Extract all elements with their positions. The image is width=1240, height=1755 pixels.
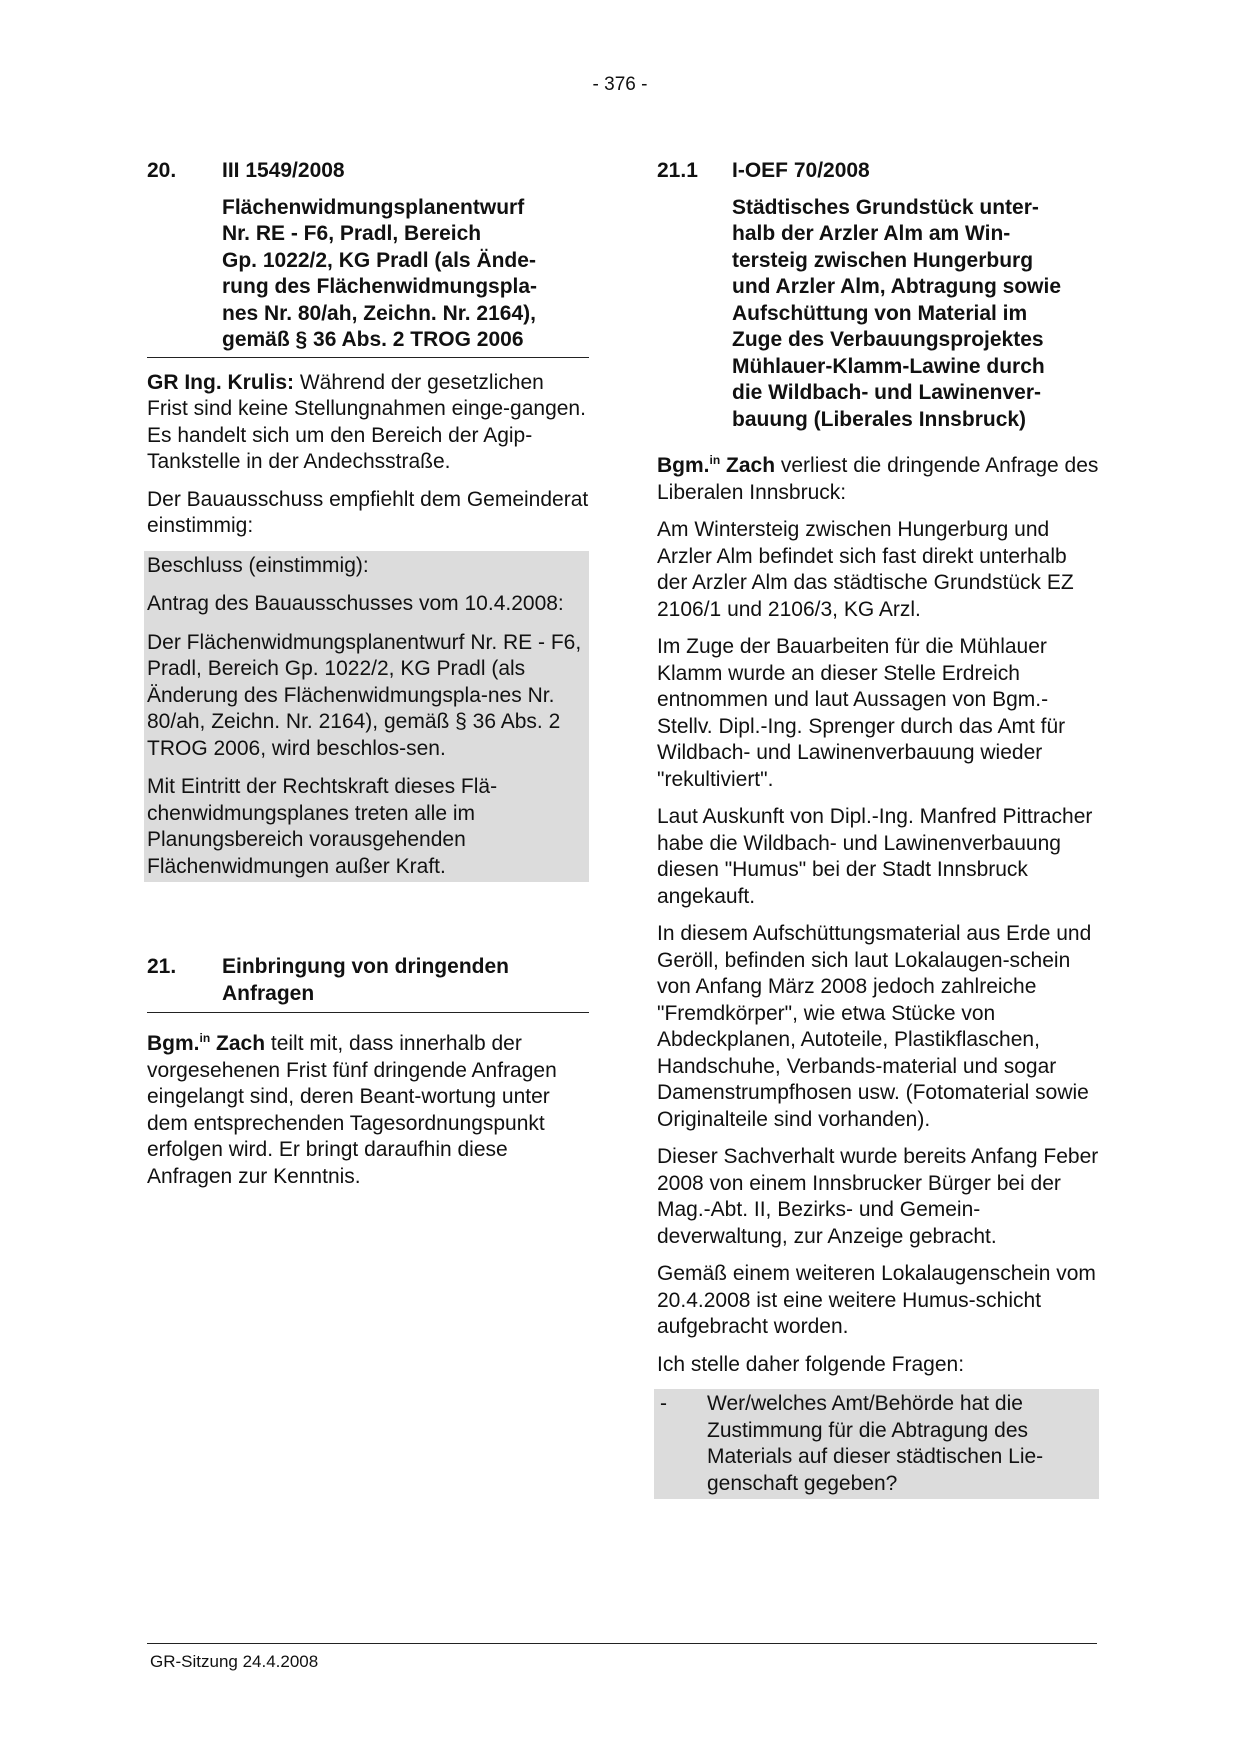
title-line: die Wildbach- und Lawinenver-	[732, 381, 1042, 404]
title-line: bauung (Liberales Innsbruck)	[732, 407, 1027, 431]
inquiry-paragraph: In diesem Aufschüttungsmaterial aus Erde und Geröll, befinden sich laut Lokalaugen-schein von Anfang März 2008 jedoch zahlreiche "Fremdkörper", wie etwa Stücke von Abdeckplanen, Autoteile, Plastikflaschen, Handschuhe, Verbands-material und sogar Damenstrumpfhosen usw. (Fotomaterial sowie Originalteile sind vorhanden).	[657, 922, 1092, 1131]
speaker-name: GR Ing. Krulis:	[147, 370, 294, 394]
inquiry-paragraph: Gemäß einem weiteren Lokalaugenschein vom 20.4.2008 ist eine weitere Humus-schicht aufgebracht worden.	[657, 1262, 1096, 1338]
title-line: Einbringung von dringenden	[222, 955, 509, 978]
item-21-title	[222, 954, 589, 1009]
krulis-statement	[147, 370, 589, 476]
resolution-text: Der Flächenwidmungsplanentwurf Nr. RE - F6, Pradl, Bereich Gp. 1022/2, KG Pradl (als Änderung des Flächenwidmungspla-nes Nr. 80/ah, Zeichn. Nr. 2164), gemäß § 36 Abs. 2 TROG 2006, wird beschlos-sen.	[147, 630, 582, 760]
footer-divider	[147, 1643, 1097, 1644]
speaker-title: Bgm.	[657, 454, 710, 477]
item-21-1-reference: I-OEF 70/2008	[732, 159, 870, 182]
left-column	[147, 158, 589, 1201]
mayor-announcement	[147, 1025, 589, 1190]
page-number: - 376 -	[592, 74, 648, 95]
question-text: Wer/welches Amt/Behörde hat die Zustimmung für die Abtragung des Materials auf dieser städtischen Lie-genschaft gegeben?	[707, 1392, 1044, 1495]
title-line: Aufschüttung von Material im	[732, 301, 1028, 325]
announcement-text: teilt mit, dass innerhalb der vorgesehenen Frist fünf dringende Anfragen eingelangt sind, deren Beant-wortung unter dem entsprechenden Tagesordnungspunkt erfolgen wird. Er bringt daraufhin diese Anfragen zur Kenntnis.	[147, 1032, 557, 1188]
resolution-motion: Antrag des Bauausschusses vom 10.4.2008:	[147, 592, 564, 615]
speaker-title: Bgm.	[147, 1032, 200, 1055]
title-line: halb der Arzler Alm am Win-	[732, 222, 1011, 245]
title-line: Zuge des Verbauungsprojektes	[732, 328, 1044, 351]
item-20-reference: III 1549/2008	[222, 159, 345, 182]
resolution-effect: Mit Eintritt der Rechtskraft dieses Flä-chenwidmungsplanes treten alle im Planungsbereich vorausgehenden Flächenwidmungen außer Kraft.	[147, 775, 498, 878]
resolution-box	[144, 551, 589, 883]
title-line: Mühlauer-Klamm-Lawine durch	[732, 354, 1045, 378]
mayor-reads-inquiry	[657, 447, 1099, 506]
title-line: Nr. RE - F6, Pradl, Bereich	[222, 222, 482, 245]
item-20-title	[147, 195, 589, 358]
speaker-name	[657, 454, 775, 477]
item-21-1-header	[657, 158, 1099, 185]
item-21-header	[147, 954, 589, 1013]
item-20-number: 20.	[147, 159, 177, 182]
resolution-heading: Beschluss (einstimmig):	[147, 553, 369, 577]
statement-text: Während der gesetzlichen Frist sind keine Stellungnahmen einge-gangen. Es handelt sich um den Bereich der Agip-Tankstelle in der Andechsstraße.	[147, 370, 586, 473]
question-item	[654, 1389, 1099, 1499]
speaker-name	[147, 1032, 265, 1055]
title-line: Gp. 1022/2, KG Pradl (als Ände-	[222, 248, 536, 272]
right-column	[657, 158, 1099, 1499]
inquiry-paragraph: Am Wintersteig zwischen Hungerburg und Arzler Alm befindet sich fast direkt unterhalb der Arzler Alm das städtische Grundstück EZ 2106/1 und 2106/3, KG Arzl.	[657, 518, 1074, 621]
speaker-title-suffix: in	[199, 1031, 211, 1045]
title-line: rung des Flächenwidmungspla-	[222, 275, 538, 298]
item-21-1-title	[657, 195, 1099, 436]
title-line: tersteig zwischen Hungerburg	[732, 248, 1034, 272]
inquiry-paragraph: Laut Auskunft von Dipl.-Ing. Manfred Pittracher habe die Wildbach- und Lawinenverbauung diesen "Humus" bei der Stadt Innsbruck angekauft.	[657, 805, 1093, 908]
speaker-title-suffix: in	[709, 453, 721, 467]
inquiry-paragraph: Ich stelle daher folgende Fragen:	[657, 1352, 965, 1376]
footer-session-date: GR-Sitzung 24.4.2008	[150, 1652, 319, 1671]
title-line: nes Nr. 80/ah, Zeichn. Nr. 2164),	[222, 301, 536, 325]
item-21-1-number: 21.1	[657, 159, 698, 182]
speaker-surname: Zach	[210, 1032, 266, 1055]
inquiry-paragraph: Dieser Sachverhalt wurde bereits Anfang Feber 2008 von einem Innsbrucker Bürger bei der Mag.-Abt. II, Bezirks- und Gemein-deverwaltung, zur Anzeige gebracht.	[657, 1145, 1099, 1248]
title-line: gemäß § 36 Abs. 2 TROG 2006	[222, 328, 524, 351]
committee-recommendation: Der Bauausschuss empfiehlt dem Gemeinderat einstimmig:	[147, 487, 589, 537]
item-21-number: 21.	[147, 955, 177, 978]
list-dash: -	[660, 1392, 667, 1415]
title-line: und Arzler Alm, Abtragung sowie	[732, 275, 1062, 298]
intro-text: verliest die dringende Anfrage des Liberalen Innsbruck:	[657, 454, 1099, 504]
item-20-header	[147, 158, 589, 185]
title-line: Städtisches Grundstück unter-	[732, 195, 1039, 219]
inquiry-paragraph: Im Zuge der Bauarbeiten für die Mühlauer Klamm wurde an dieser Stelle Erdreich entnommen und laut Aussagen von Bgm.-Stellv. Dipl.-Ing. Sprenger durch das Amt für Wildbach- und Lawinenverbauung wieder "rekultiviert".	[657, 635, 1066, 791]
title-line: Flächenwidmungsplanentwurf	[222, 195, 525, 219]
title-line: Anfragen	[222, 981, 315, 1005]
speaker-surname: Zach	[720, 454, 776, 477]
